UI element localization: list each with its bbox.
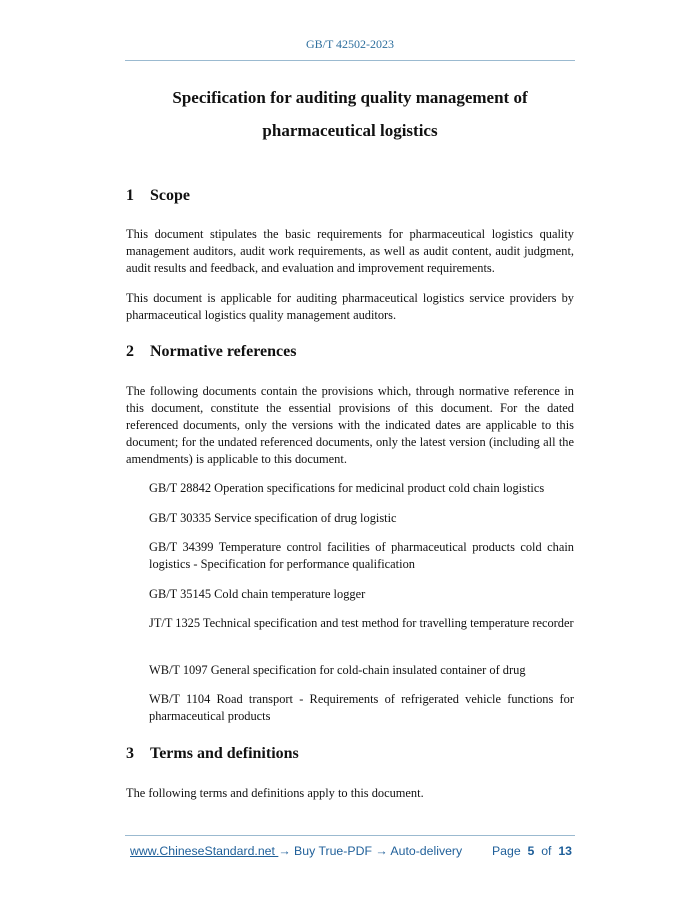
section-title: Scope xyxy=(150,187,190,204)
paragraph: The following documents contain the provisions which, through normative reference in this document, constitute the essential provisions of this document. For the dated referenced documents, only the versions with the indicated dates are applicable to this document; for the undated referenced documents, only the latest version (including all the amendments) is applicable to this document. xyxy=(126,384,574,466)
reference-item: GB/T 30335 Service specification of drug logistic xyxy=(149,511,397,525)
section-heading-scope xyxy=(126,187,190,205)
section-number: 3 xyxy=(126,745,134,762)
paragraph: The following terms and definitions apply to this document. xyxy=(126,786,424,800)
footer xyxy=(130,844,572,858)
reference-item: JT/T 1325 Technical specification and test method for travelling temperature recorder xyxy=(149,616,574,630)
current-page: 5 xyxy=(527,844,535,858)
of-label: of xyxy=(541,844,552,858)
page-indicator xyxy=(492,844,572,858)
section-number: 2 xyxy=(126,343,134,360)
section-number: 1 xyxy=(126,187,134,204)
footer-tagline: → Buy True-PDF → Auto-delivery xyxy=(278,844,463,858)
section-title: Normative references xyxy=(150,343,297,360)
section-heading-terms-definitions xyxy=(126,745,299,763)
website-link[interactable]: www.ChineseStandard.net xyxy=(130,844,279,858)
section-heading-normative-references xyxy=(126,343,296,361)
document-id-header: GB/T 42502-2023 xyxy=(305,37,395,51)
document-title-line1: Specification for auditing quality management of xyxy=(172,88,528,107)
footer-divider xyxy=(125,835,575,836)
reference-item: GB/T 34399 Temperature control facilities of pharmaceutical products cold chain logistics - Specification for performance qualification xyxy=(149,540,574,571)
reference-item: GB/T 28842 Operation specifications for medicinal product cold chain logistics xyxy=(149,481,545,495)
document-title-line2: pharmaceutical logistics xyxy=(262,121,438,140)
paragraph: This document is applicable for auditing pharmaceutical logistics service providers by pharmaceutical logistics quality management auditors. xyxy=(126,291,574,322)
section-title: Terms and definitions xyxy=(150,745,299,762)
total-pages: 13 xyxy=(558,844,572,858)
header-divider xyxy=(125,60,575,61)
reference-item: GB/T 35145 Cold chain temperature logger xyxy=(149,587,366,601)
paragraph: This document stipulates the basic requirements for pharmaceutical logistics quality management auditors, audit work requirements, as well as audit content, audit judgment, audit results and feedback, and evaluation and improvement requirements. xyxy=(126,227,574,275)
reference-item: WB/T 1097 General specification for cold-chain insulated container of drug xyxy=(149,663,526,677)
page-label: Page xyxy=(491,844,521,858)
reference-item: WB/T 1104 Road transport - Requirements of refrigerated vehicle functions for pharmaceutical products xyxy=(149,692,574,723)
